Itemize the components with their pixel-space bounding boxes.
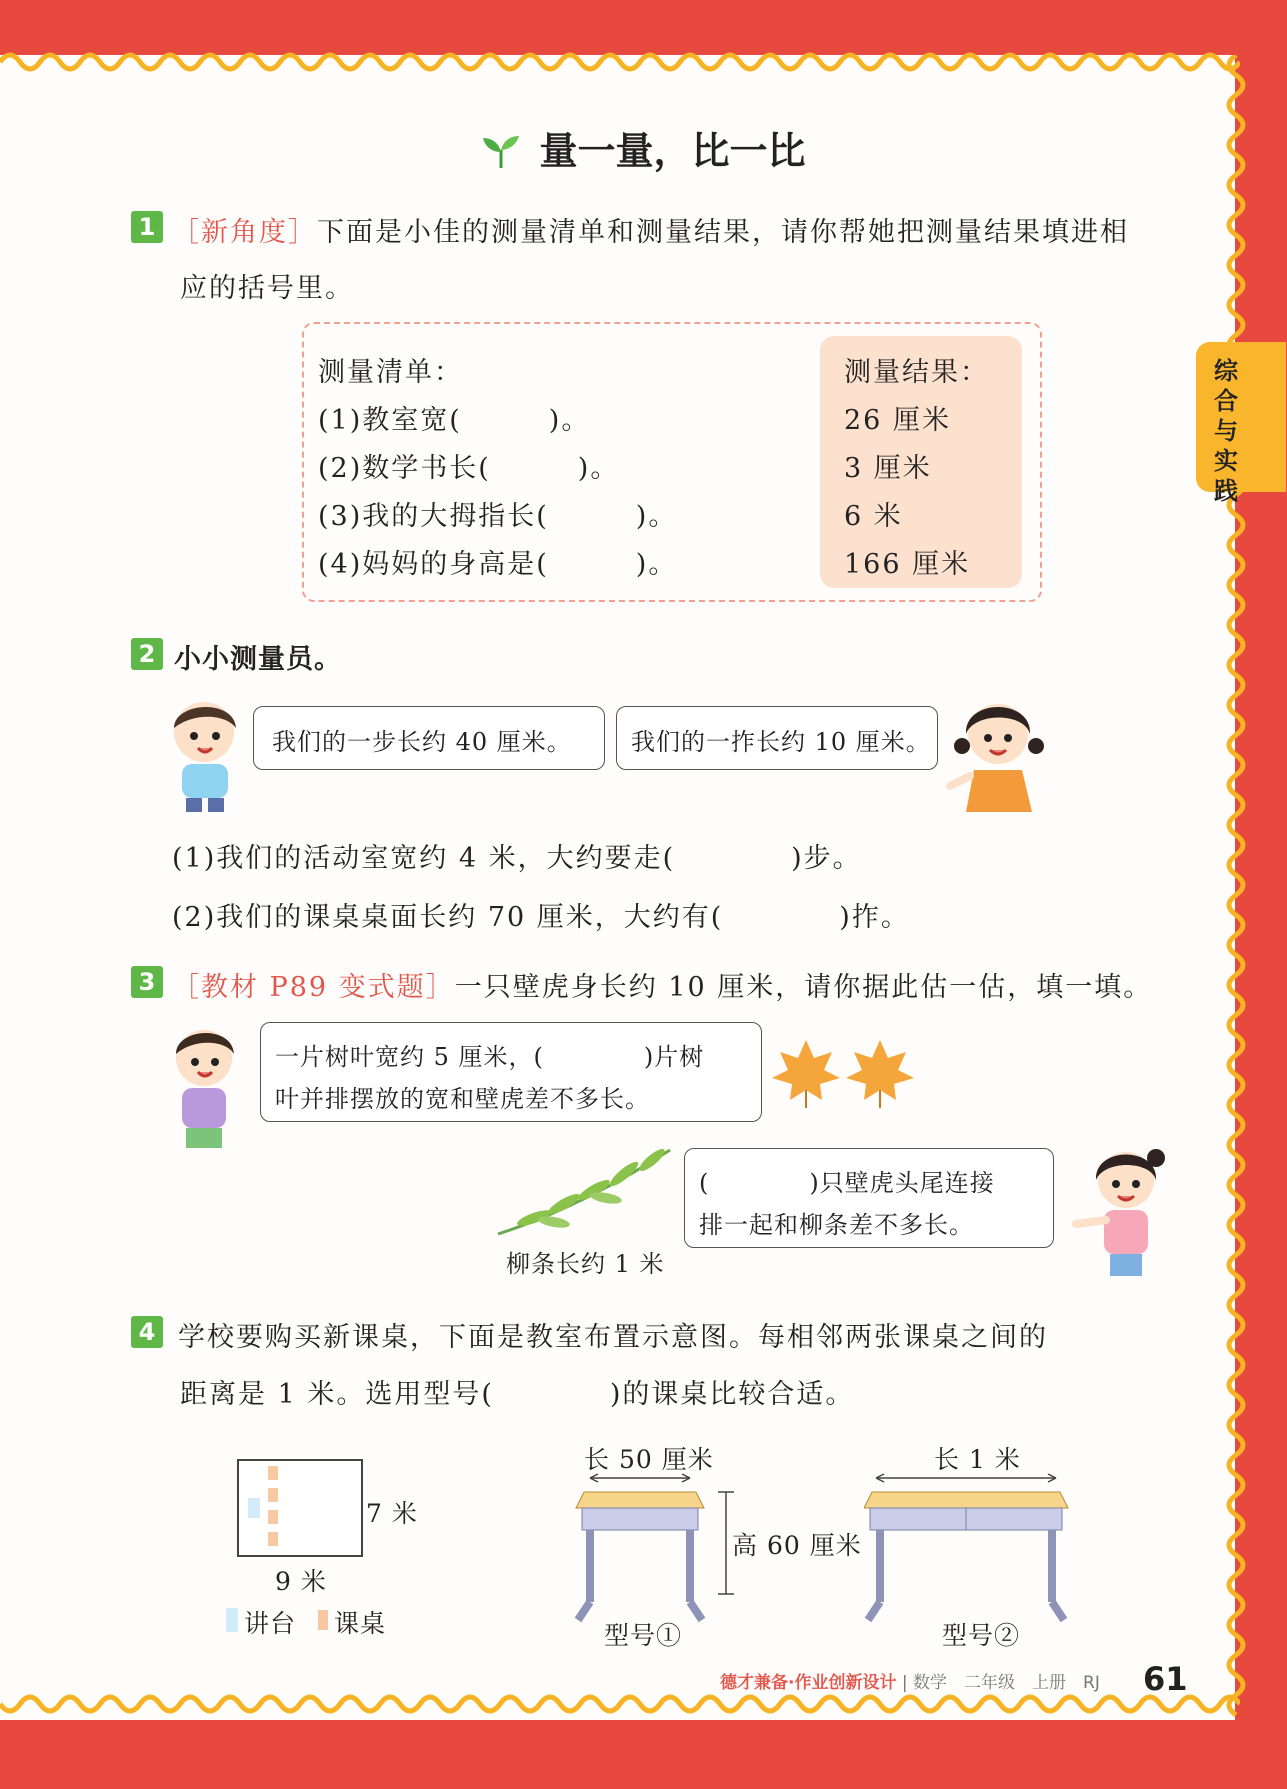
- result-heading: 测量结果：: [844, 357, 989, 388]
- side-tab-label: 综合与实践: [1214, 357, 1238, 505]
- girl-speech-text: 我们的一拃长约 10 厘米。: [631, 728, 931, 756]
- boy-speech-bubble: [253, 706, 605, 770]
- desk1-height-label: 高 60 厘米: [732, 1531, 862, 1560]
- willow-caption: 柳条长约 1 米: [506, 1250, 665, 1278]
- boy-speech-text: 我们的一步长约 40 厘米。: [272, 728, 572, 756]
- footer-separator: |: [896, 1673, 914, 1693]
- desk-model-2-illustration: [864, 1470, 1084, 1626]
- question-1-number: 1: [131, 211, 163, 243]
- gecko-speech-line1: ( )只壁虎头尾连接: [699, 1169, 995, 1197]
- maple-leaf-icon: [772, 1040, 840, 1108]
- room-height-label: 7 米: [366, 1499, 418, 1528]
- question-2-sub2: (2)我们的课桌桌面长约 70 厘米，大约有( )拃。: [172, 902, 910, 933]
- question-1-prompt: [172, 210, 1129, 249]
- question-4-text-line1: 学校要购买新课桌，下面是教室布置示意图。每相邻两张课桌之间的: [178, 1322, 1048, 1353]
- result-item-4: 166 厘米: [844, 549, 971, 580]
- footer-brand: 德才兼备·作业创新设计: [720, 1673, 897, 1693]
- list-heading: 测量清单：: [318, 357, 463, 388]
- girl-illustration: [940, 690, 1058, 814]
- wavy-border-right: [1214, 55, 1254, 1720]
- willow-branch-icon: [494, 1146, 674, 1240]
- girl-pointing-illustration: [1070, 1140, 1168, 1278]
- wavy-border-bottom: [0, 1690, 1240, 1724]
- question-2-number: 2: [131, 638, 163, 670]
- sprout-icon: [481, 134, 521, 170]
- result-item-2: 3 厘米: [844, 453, 932, 484]
- leaf-speech-line2: 叶并排摆放的宽和壁虎差不多长。: [275, 1085, 650, 1113]
- room-width-label: 9 米: [275, 1567, 327, 1596]
- desk2-length-label: 长 1 米: [934, 1445, 1021, 1474]
- maple-leaf-icon: [846, 1040, 914, 1108]
- question-3-text: 一只壁虎身长约 10 厘米，请你据此估一估，填一填。: [454, 972, 1153, 1003]
- maple-leaf-icons: [770, 1034, 916, 1110]
- question-3-tag: ［教材 P89 变式题］: [172, 972, 455, 1003]
- question-1-tag: ［新角度］: [172, 217, 317, 248]
- desk2-model-label: 型号②: [942, 1621, 1021, 1650]
- leaf-speech-bubble: [260, 1022, 762, 1122]
- desk1-model-label: 型号①: [604, 1621, 683, 1650]
- podium-legend-swatch: [226, 1608, 238, 1632]
- desk-model-1-illustration: [574, 1470, 744, 1626]
- question-3-prompt: [172, 965, 1152, 1004]
- desk1-length-label: 长 50 厘米: [584, 1445, 714, 1474]
- desk-legend-label: 课桌: [334, 1609, 387, 1638]
- question-2-text: 小小测量员。: [174, 644, 342, 675]
- gecko-speech-bubble: [684, 1148, 1054, 1248]
- title-text: 量一量，比一比: [539, 129, 806, 173]
- list-item-3: (3)我的大拇指长( )。: [318, 501, 678, 532]
- result-item-3: 6 米: [844, 501, 903, 532]
- podium-legend-label: 讲台: [244, 1609, 297, 1638]
- list-item-2: (2)数学书长( )。: [318, 453, 620, 484]
- question-1-text-line1: 下面是小佳的测量清单和测量结果，请你帮她把测量结果填进相: [317, 217, 1129, 248]
- question-4-number: 4: [131, 1316, 163, 1348]
- section-side-tab: [1196, 342, 1286, 505]
- question-2-sub1: (1)我们的活动室宽约 4 米，大约要走( )步。: [172, 843, 862, 874]
- question-3-number: 3: [131, 966, 163, 998]
- list-item-4: (4)妈妈的身高是( )。: [318, 549, 678, 580]
- wavy-border-top: [0, 40, 1240, 74]
- page-title: [0, 120, 1287, 175]
- desk-legend-swatch: [318, 1610, 328, 1630]
- question-4-text-line2: 距离是 1 米。选用型号( )的课桌比较合适。: [180, 1379, 855, 1410]
- boy-with-leaf-illustration: [168, 1020, 242, 1152]
- girl-speech-bubble: [616, 706, 938, 770]
- boy-illustration: [164, 692, 246, 814]
- gecko-speech-line2: 排一起和柳条差不多长。: [699, 1211, 974, 1239]
- page-number: 61: [1143, 1660, 1188, 1698]
- question-1-text-line2: 应的括号里。: [180, 273, 354, 304]
- footer-info: [720, 1668, 1100, 1693]
- classroom-layout-diagram: [236, 1458, 366, 1560]
- footer-meta: 数学 二年级 上册 RJ: [913, 1673, 1100, 1693]
- result-item-1: 26 厘米: [844, 405, 951, 436]
- list-item-1: (1)教室宽( )。: [318, 405, 591, 436]
- leaf-speech-line1: 一片树叶宽约 5 厘米，( )片树: [275, 1043, 705, 1071]
